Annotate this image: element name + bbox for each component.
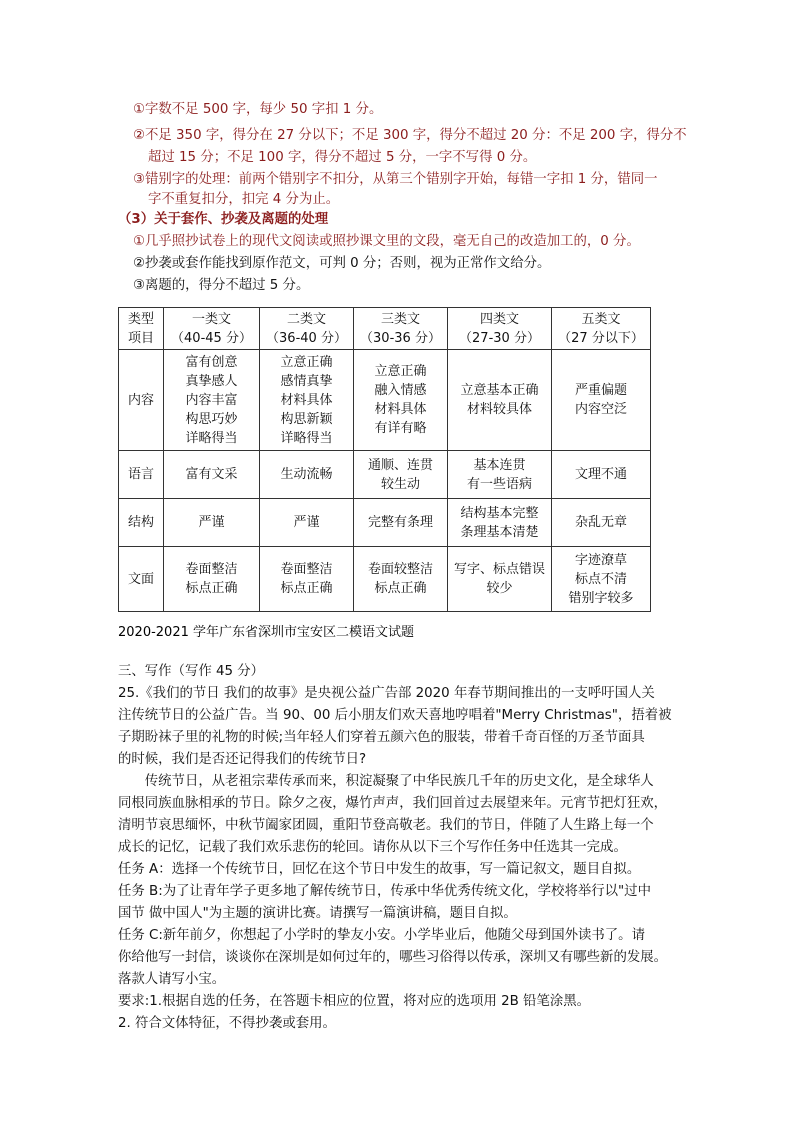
writing-line: 成长的记忆，记载了我们欢乐悲伤的轮回。请你从以下三个写作任务中任选其一完成。 — [118, 840, 627, 855]
table-row — [119, 499, 651, 547]
table-cell: 立意正确 感情真挚 材料具体 构思新颖 详略得当 — [260, 350, 354, 451]
table-cell: 立意基本正确 材料较具体 — [448, 350, 552, 451]
task-a: 任务 A：选择一个传统节日，回忆在这个节日中发生的故事，写一篇记叙文，题目自拟。 — [118, 862, 641, 877]
table-row — [119, 451, 651, 499]
table-cell: 卷面整洁 标点正确 — [164, 547, 260, 612]
writing-line: 传统节日，从老祖宗辈传承而来，积淀凝聚了中华民族几千年的历史文化，是全球华人 — [118, 774, 654, 789]
requirement-1: 要求:1.根据自选的任务，在答题卡相应的位置，将对应的选项用 2B 铅笔涂黑。 — [118, 994, 591, 1009]
table-row — [119, 350, 651, 451]
header-cell: 四类文 （27-30 分） — [448, 308, 552, 350]
writing-line: 子期盼袜子里的礼物的时候;当年轻人们穿着五颜六色的服装，带着千奇百怪的万圣节面具 — [118, 730, 645, 745]
table-cell: 严谨 — [164, 499, 260, 547]
header-cell: 二类文 （36-40 分） — [260, 308, 354, 350]
table-header-row — [119, 308, 651, 350]
table-cell: 字迹潦草 标点不清 错别字较多 — [552, 547, 651, 612]
header-cell: 五类文 （27 分以下） — [552, 308, 651, 350]
writing-line: 注传统节日的公益广告。当 90、00 后小朋友们欢天喜地哼唱着"Merry Christmas"，捂着被 — [118, 708, 672, 723]
row-label: 语言 — [119, 451, 164, 499]
table-cell: 通顺、连贯 较生动 — [354, 451, 448, 499]
corner-cell: 类型 项目 — [119, 308, 164, 350]
task-c-signoff: 落款人请写小宝。 — [118, 972, 226, 987]
writing-line: 的时候，我们是否还记得我们的传统节日? — [118, 752, 367, 767]
rule-short-length-2: 超过 15 分；不足 100 字，得分不超过 5 分，一字不写得 0 分。 — [148, 150, 537, 165]
table-cell: 基本连贯 有一些语病 — [448, 451, 552, 499]
rule-offtopic: ③离题的，得分不超过 5 分。 — [133, 278, 310, 293]
table-cell: 立意正确 融入情感 材料具体 有详有略 — [354, 350, 448, 451]
table-cell: 严谨 — [260, 499, 354, 547]
rule-copy-2: ②抄袭或套作能找到原作范文，可判 0 分；否则，视为正常作文给分。 — [133, 256, 551, 271]
table-row — [119, 547, 651, 612]
task-c-cont: 你给他写一封信，谈谈你在深圳是如何过年的，哪些习俗得以传承，深圳又有哪些新的发展。 — [118, 950, 668, 965]
header-cell: 一类文 （40-45 分） — [164, 308, 260, 350]
table-cell: 严重偏题 内容空泛 — [552, 350, 651, 451]
writing-line: 清明节哀思缅怀，中秋节阖家团圆，重阳节登高敬老。我们的节日，伴随了人生路上每一个 — [118, 818, 654, 833]
writing-line: 同根同族血脉相承的节日。除夕之夜，爆竹声声，我们回首过去展望来年。元宵节把灯狂欢， — [118, 796, 668, 811]
table-cell: 文理不通 — [552, 451, 651, 499]
scoring-table — [118, 307, 651, 612]
table-cell: 结构基本完整 条理基本清楚 — [448, 499, 552, 547]
table-cell: 写字、标点错误 较少 — [448, 547, 552, 612]
table-cell: 杂乱无章 — [552, 499, 651, 547]
table-cell: 卷面整洁 标点正确 — [260, 547, 354, 612]
requirement-2: 2. 符合文体特征，不得抄袭或套用。 — [118, 1016, 336, 1031]
table-cell: 卷面较整洁 标点正确 — [354, 547, 448, 612]
rule-short-length-1: ②不足 350 字，得分在 27 分以下；不足 300 字，得分不超过 20 分：不足 200 字，得分不 — [133, 128, 687, 143]
row-label: 结构 — [119, 499, 164, 547]
header-cell: 三类文 （30-36 分） — [354, 308, 448, 350]
writing-line: 25.《我们的节日 我们的故事》是央视公益广告部 2020 年春节期间推出的一支呼吁国人关 — [118, 686, 655, 701]
writing-section-title: 三、写作（写作 45 分） — [118, 664, 265, 679]
table-cell: 富有创意 真挚感人 内容丰富 构思巧妙 详略得当 — [164, 350, 260, 451]
task-b: 任务 B:为了让青年学子更多地了解传统节日，传承中华优秀传统文化，学校将举行以"过中 — [118, 884, 651, 899]
row-label: 内容 — [119, 350, 164, 451]
task-c: 任务 C:新年前夕，你想起了小学时的挚友小安。小学毕业后，他随父母到国外读书了。请 — [118, 928, 645, 943]
rule-word-count: ①字数不足 500 字，每少 50 字扣 1 分。 — [133, 102, 383, 117]
section-3-heading: （3）关于套作、抄袭及离题的处理 — [118, 212, 329, 227]
exam-source-caption: 2020-2021 学年广东省深圳市宝安区二模语文试题 — [118, 625, 414, 640]
rule-typo-1: ③错别字的处理：前两个错别字不扣分，从第三个错别字开始，每错一字扣 1 分，错同一 — [133, 172, 658, 187]
table-cell: 生动流畅 — [260, 451, 354, 499]
rule-copy-1: ①几乎照抄试卷上的现代文阅读或照抄课文里的文段，毫无自己的改造加工的，0 分。 — [133, 234, 640, 249]
table-cell: 富有文采 — [164, 451, 260, 499]
rule-typo-2: 字不重复扣分，扣完 4 分为止。 — [148, 192, 340, 207]
table-cell: 完整有条理 — [354, 499, 448, 547]
task-b-cont: 国节 做中国人"为主题的演讲比赛。请撰写一篇演讲稿，题目自拟。 — [118, 906, 517, 921]
row-label: 文面 — [119, 547, 164, 612]
